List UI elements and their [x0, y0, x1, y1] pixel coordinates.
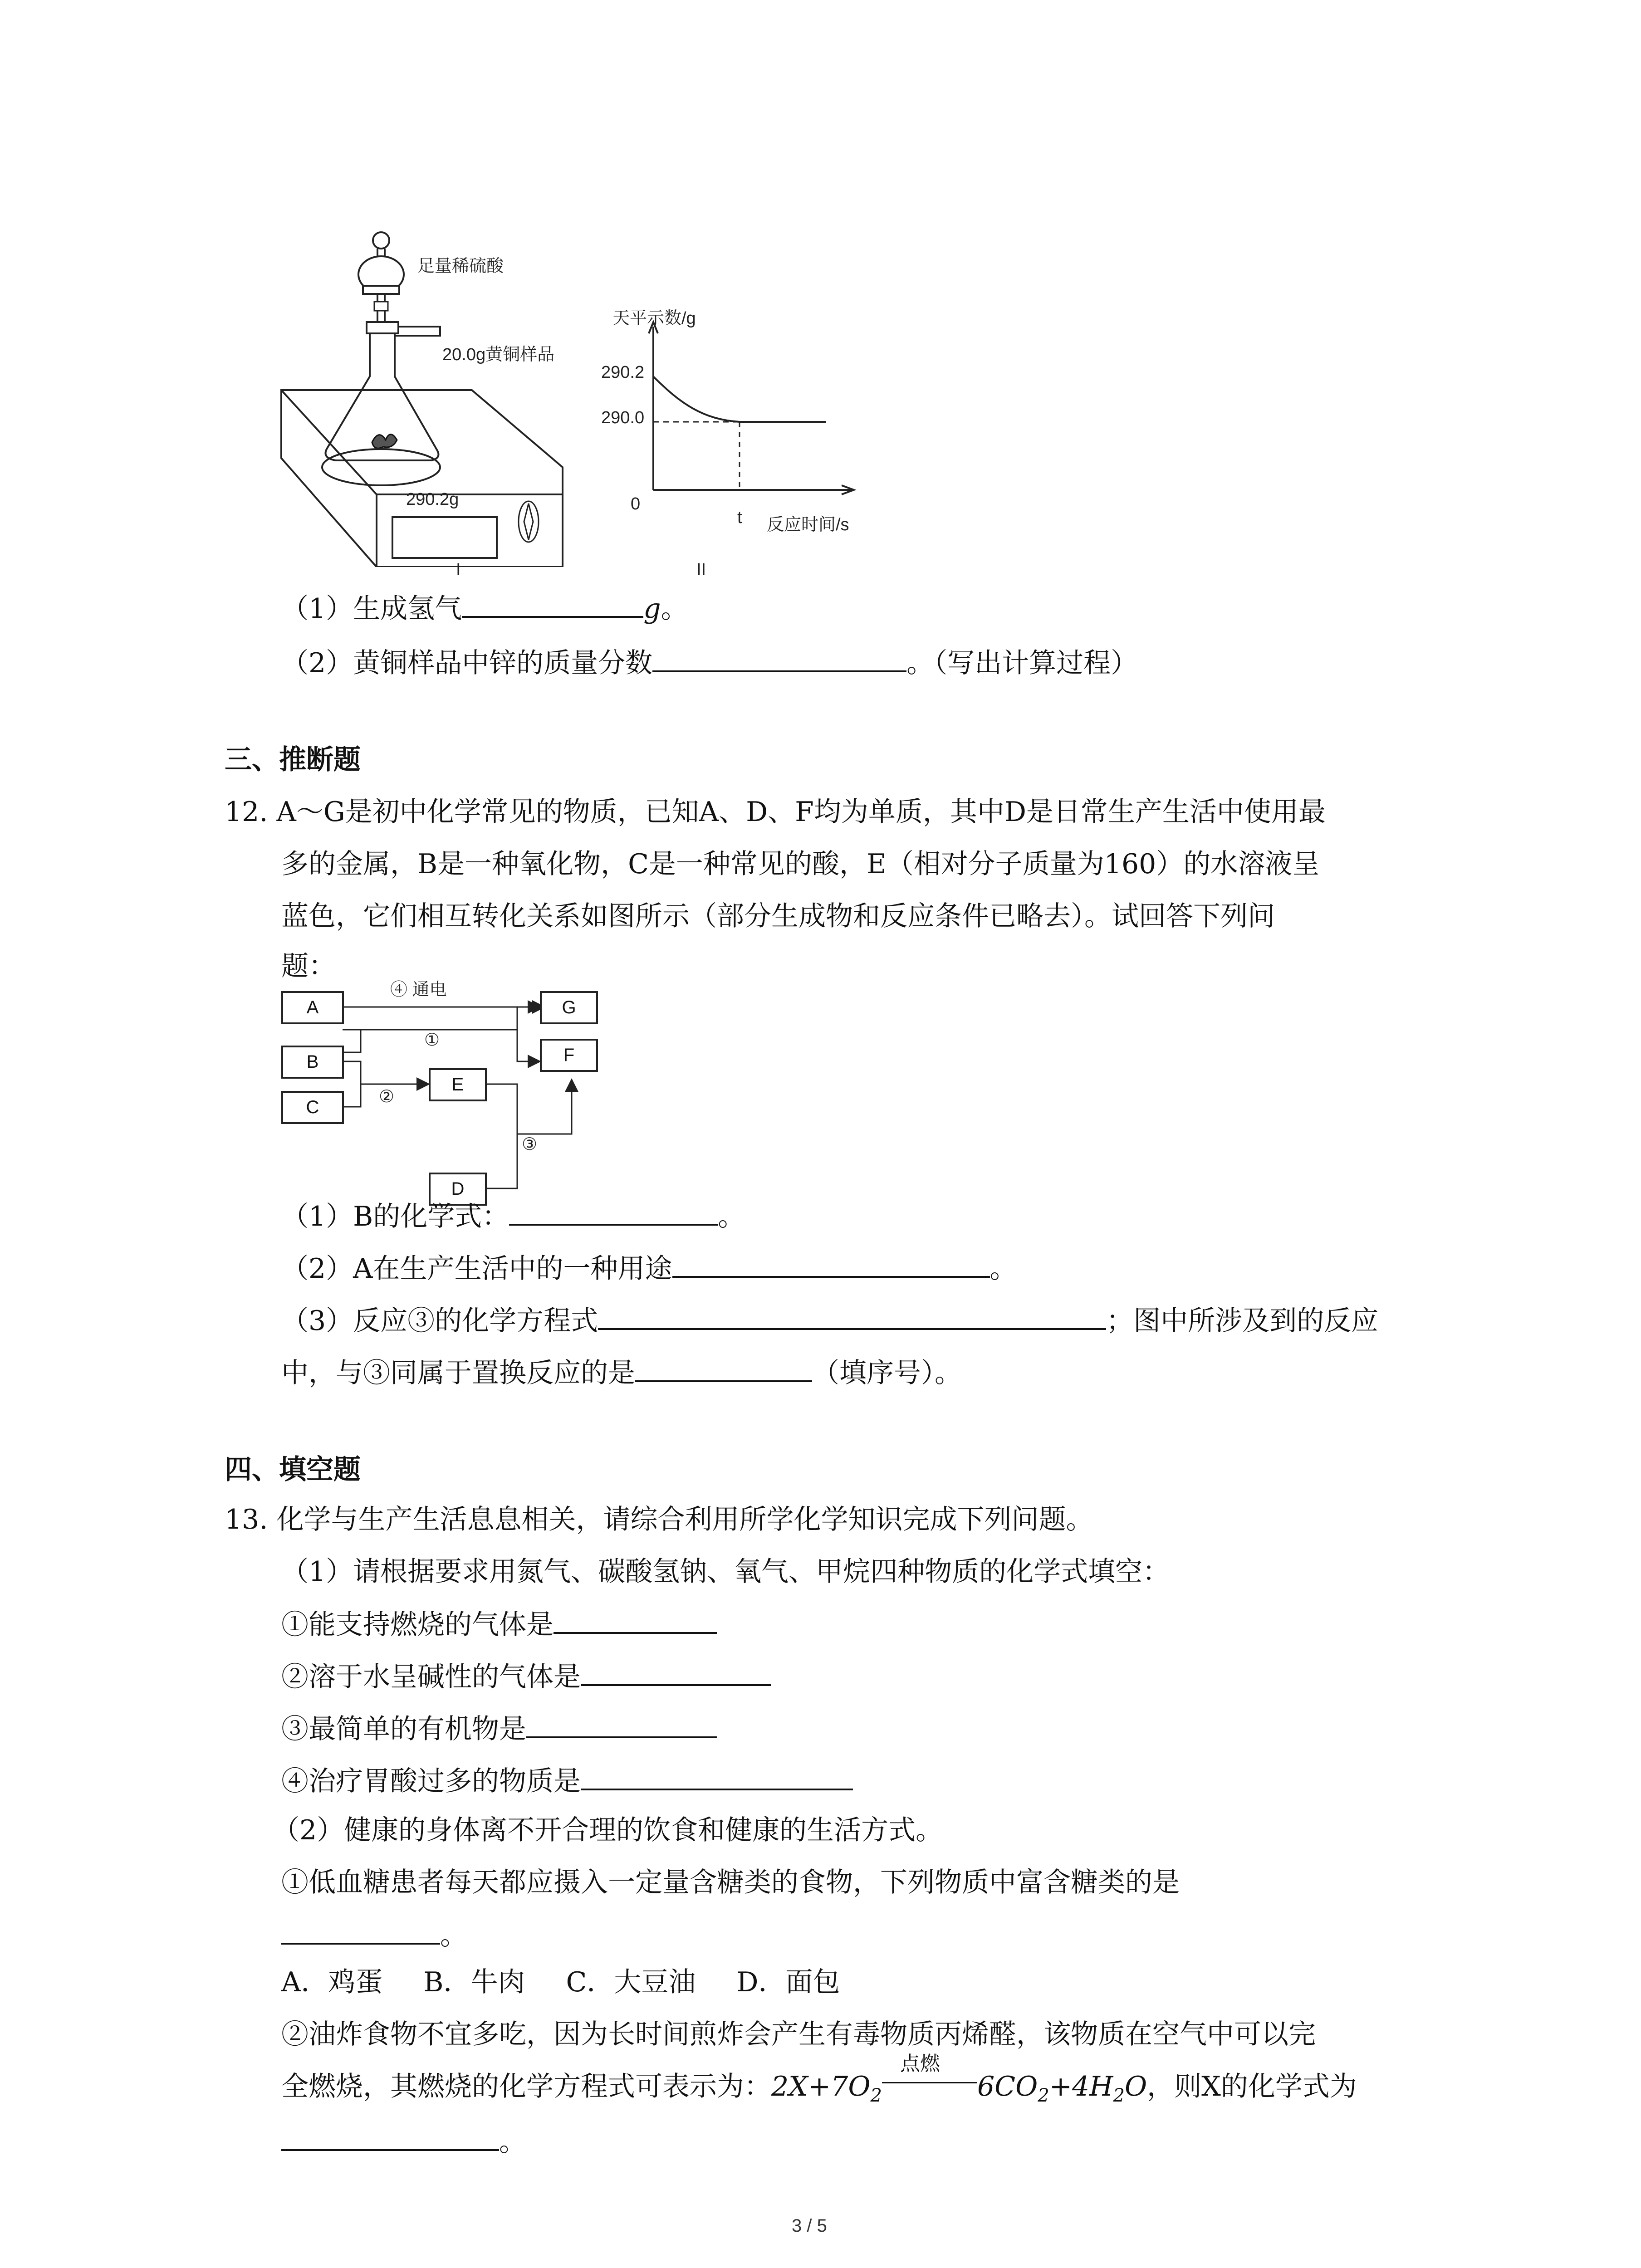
node-d: D [429, 1173, 487, 1206]
q12-blank-4[interactable] [635, 1354, 812, 1382]
equation-right: $6CO_2+4H_2O$ [977, 2071, 1147, 2106]
reaction-2-label: ② [379, 1087, 395, 1106]
q11-blank-2[interactable] [652, 644, 906, 672]
q13-item1: ①能支持燃烧的气体是 [281, 1606, 717, 1643]
q13-sub2-line2: 全燃烧，其燃烧的化学方程式可表示为：$2X+7O_2$ 点燃 $6CO_2+4H_2O$，则X的化学式为 [281, 2052, 1357, 2106]
option-d: D．面包 [736, 1966, 840, 1998]
q12-part3: （3）反应③的化学方程式 ；图中所涉及到的反应 [281, 1302, 1378, 1339]
q13-sub2-answer: 。 [281, 2123, 526, 2160]
q12-part3-line2: 中，与③同属于置换反应的是 （填序号）。 [281, 1354, 962, 1391]
option-a: A．鸡蛋 [281, 1966, 383, 1998]
q12-part2: （2）A在生产生活中的一种用途 。 [281, 1250, 1017, 1287]
q13-blank-2[interactable] [581, 1658, 771, 1686]
graph-y-title: 天平示数/g [612, 309, 696, 328]
q11-part2: （2）黄铜样品中锌的质量分数 。（写出计算过程） [281, 644, 1138, 681]
node-f: F [540, 1039, 598, 1072]
acid-label: 足量稀硫酸 [417, 257, 504, 276]
node-b: B [281, 1046, 344, 1079]
balance-reading-graph [644, 313, 880, 531]
node-a: A [281, 991, 344, 1024]
q12-blank-2[interactable] [672, 1250, 990, 1278]
reaction-3-label: ③ [522, 1135, 538, 1154]
section-4-title: 四、填空题 [225, 1454, 361, 1486]
q13-blank-1[interactable] [554, 1606, 717, 1634]
q13-item4: ④治疗胃酸过多的物质是 [281, 1762, 853, 1799]
graph-y-tick-high: 290.2 [601, 363, 645, 382]
figure-caption-ii: II [696, 560, 706, 579]
q13-item2: ②溶于水呈碱性的气体是 [281, 1658, 771, 1695]
q13-item3: ③最简单的有机物是 [281, 1710, 717, 1747]
node-e: E [429, 1068, 487, 1101]
q12-blank-3[interactable] [598, 1302, 1106, 1330]
q13-blank-6[interactable] [281, 2123, 499, 2151]
q12-blank-1[interactable] [509, 1198, 718, 1226]
node-c: C [281, 1091, 344, 1124]
q13-blank-3[interactable] [526, 1710, 717, 1738]
q12-stem-line3: 蓝色，它们相互转化关系如图所示（部分生成物和反应条件已略去）。试回答下列问 [281, 900, 1275, 932]
q13-stem: 13. 化学与生产生活息息相关，请综合利用所学化学知识完成下列问题。 [225, 1504, 1093, 1535]
graph-origin: 0 [631, 494, 641, 513]
q12-part1: （1）B的化学式： 。 [281, 1198, 745, 1235]
node-g: G [540, 991, 598, 1024]
q11-part1: （1）生成氢气 g。 [281, 590, 688, 627]
q11-blank-1[interactable] [462, 590, 643, 618]
graph-x-tick: t [737, 508, 742, 527]
q12-stem-line4: 题： [281, 950, 336, 982]
equation-left: $2X+7O_2$ [771, 2071, 882, 2106]
q12-stem-line1: 12. A～G是初中化学常见的物质，已知A、D、F均为单质，其中D是日常生产生活中使用最 [225, 796, 1326, 828]
q13-part2: （2）健康的身体离不开合理的饮食和健康的生活方式。 [272, 1814, 943, 1846]
equation-arrow: 点燃 [882, 2068, 977, 2096]
q13-blank-5[interactable] [281, 1916, 440, 1945]
scale-display: 290.2g [406, 490, 459, 509]
page-number: 3 / 5 [792, 2216, 827, 2236]
graph-x-title: 反应时间/s [767, 515, 849, 534]
sample-label: 20.0g黄铜样品 [442, 345, 555, 364]
q12-stem-line2: 多的金属，B是一种氧化物，C是一种常见的酸，E（相对分子质量为160）的水溶液呈 [281, 848, 1320, 880]
graph-y-tick-low: 290.0 [601, 408, 645, 427]
q13-blank-4[interactable] [581, 1762, 853, 1790]
section-3-title: 三、推断题 [225, 744, 361, 776]
q13-sub1: ①低血糖患者每天都应摄入一定量含糖类的食物，下列物质中富含糖类的是 [281, 1867, 1180, 1898]
q13-options [281, 1964, 840, 2000]
reaction-1-label: ① [424, 1031, 440, 1050]
option-c: C．大豆油 [566, 1966, 696, 1998]
q13-sub2-line1: ②油炸食物不宜多吃，因为长时间煎炸会产生有毒物质丙烯醛，该物质在空气中可以完 [281, 2019, 1316, 2050]
reaction-4-label: ④ 通电 [390, 980, 447, 999]
figure-caption-i: I [456, 560, 461, 579]
option-b: B．牛肉 [423, 1966, 525, 1998]
q13-part1: （1）请根据要求用氮气、碳酸氢钠、氧气、甲烷四种物质的化学式填空： [281, 1556, 1170, 1588]
q13-sub1-answer: 。 [281, 1916, 467, 1954]
